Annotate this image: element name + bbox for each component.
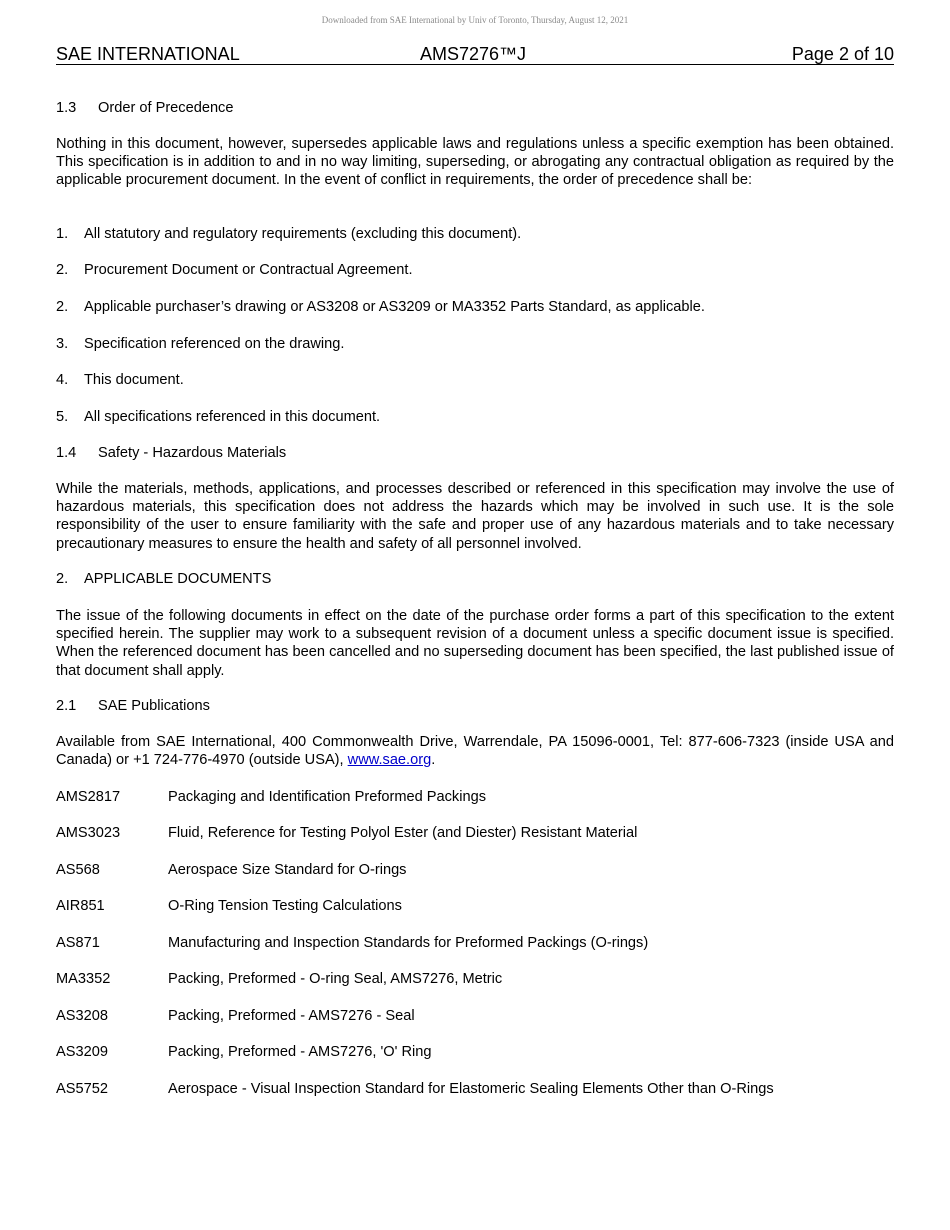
reference-title: Manufacturing and Inspection Standards for Preformed Packings (O-rings) <box>168 935 649 951</box>
section-2-1-body <box>56 733 894 769</box>
reference-row <box>56 788 894 806</box>
section-title: APPLICABLE DOCUMENTS <box>84 571 272 587</box>
section-title: Order of Precedence <box>98 100 234 116</box>
reference-title: Packing, Preformed - AMS7276 - Seal <box>168 1008 415 1024</box>
reference-code: AMS3023 <box>56 825 121 841</box>
reference-row <box>56 897 894 915</box>
reference-title: Fluid, Reference for Testing Polyol Ester (and Diester) Resistant Material <box>168 825 638 841</box>
item-number: 2. <box>56 262 69 278</box>
precedence-item <box>56 335 894 353</box>
reference-code: AS871 <box>56 935 100 951</box>
reference-code: AS568 <box>56 862 100 878</box>
reference-code: AIR851 <box>56 898 105 914</box>
section-1-3-body: Nothing in this document, however, supersedes applicable laws and regulations unless a specific exemption has been obtained. This specification is in addition to and in no way limiting, superseding, or abrogating any contractual obligation as required by the applicable procurement document. In the event of conflict in requirements, the order of precedence shall be: <box>56 136 894 189</box>
section-1-4-body: While the materials, methods, applications, and processes described or referenced in this specification may involve the use of hazardous materials, this specification does not address the hazards which may be involved in such use. It is the sole responsibility of the user to ensure familiarity with the safe and proper use of any hazardous materials and to take necessary precautionary measures to ensure the health and safety of all personnel involved. <box>56 481 894 552</box>
section-2-body: The issue of the following documents in effect on the date of the purchase order forms a part of this specification to the extent specified herein. The supplier may work to a subsequent revision of a document unless a specific document issue is specified. When the referenced document has been cancelled and no superseding document has been specified, the last published issue of that document shall apply. <box>56 608 894 679</box>
reference-row <box>56 970 894 988</box>
sae-website-link[interactable]: www.sae.org <box>347 752 432 769</box>
reference-title: Packing, Preformed - O-ring Seal, AMS7276, Metric <box>168 971 503 987</box>
precedence-item <box>56 408 894 426</box>
reference-title: Aerospace - Visual Inspection Standard for Elastomeric Sealing Elements Other than O-Rings <box>168 1081 774 1097</box>
header-org: SAE INTERNATIONAL <box>56 44 240 64</box>
item-number: 2. <box>56 299 69 315</box>
section-number: 2. <box>56 571 69 587</box>
reference-row <box>56 1007 894 1025</box>
item-text: All statutory and regulatory requirements (excluding this document). <box>84 226 522 242</box>
item-text: Specification referenced on the drawing. <box>84 336 345 352</box>
section-1-4-heading <box>56 444 894 462</box>
reference-row <box>56 824 894 842</box>
section-1-3-heading <box>56 99 894 117</box>
reference-code: AS5752 <box>56 1081 108 1097</box>
section-number: 1.3 <box>56 100 77 116</box>
reference-row <box>56 934 894 952</box>
section-title: Safety - Hazardous Materials <box>98 445 287 461</box>
download-watermark: Downloaded from SAE International by Univ of Toronto, Thursday, August 12, 2021 <box>321 15 629 25</box>
section-2-heading <box>56 570 894 588</box>
reference-title: Packing, Preformed - AMS7276, 'O' Ring <box>168 1044 432 1060</box>
item-number: 3. <box>56 336 69 352</box>
precedence-item <box>56 225 894 243</box>
reference-row <box>56 861 894 879</box>
reference-title: O-Ring Tension Testing Calculations <box>168 898 402 914</box>
reference-code: MA3352 <box>56 971 111 987</box>
header-doc-id: AMS7276™J <box>420 44 527 64</box>
section-number: 1.4 <box>56 445 77 461</box>
availability-text-end: . <box>431 752 436 769</box>
item-text: Applicable purchaser’s drawing or AS3208 or AS3209 or MA3352 Parts Standard, as applicable. <box>84 299 705 315</box>
page-header <box>56 44 894 65</box>
precedence-item <box>56 371 894 389</box>
section-2-1-heading <box>56 697 894 715</box>
item-text: This document. <box>84 372 184 388</box>
item-number: 5. <box>56 409 69 425</box>
reference-code: AS3208 <box>56 1008 108 1024</box>
precedence-item <box>56 261 894 279</box>
precedence-item <box>56 298 894 316</box>
section-title: SAE Publications <box>98 698 210 714</box>
item-number: 4. <box>56 372 69 388</box>
item-text: Procurement Document or Contractual Agreement. <box>84 262 413 278</box>
reference-code: AS3209 <box>56 1044 108 1060</box>
reference-row <box>56 1043 894 1061</box>
reference-title: Packaging and Identification Preformed Packings <box>168 789 487 805</box>
item-number: 1. <box>56 226 69 242</box>
reference-title: Aerospace Size Standard for O-rings <box>168 862 407 878</box>
reference-row <box>56 1080 894 1098</box>
section-number: 2.1 <box>56 698 77 714</box>
item-text: All specifications referenced in this document. <box>84 409 381 425</box>
header-page-number: Page 2 of 10 <box>791 44 894 64</box>
availability-text: Available from SAE International, 400 Commonwealth Drive, Warrendale, PA 15096-0001, Tel: 877-606-7323 (inside USA and Canada) or +1 724-776-4970 (outside USA), <box>56 734 894 769</box>
reference-code: AMS2817 <box>56 789 121 805</box>
